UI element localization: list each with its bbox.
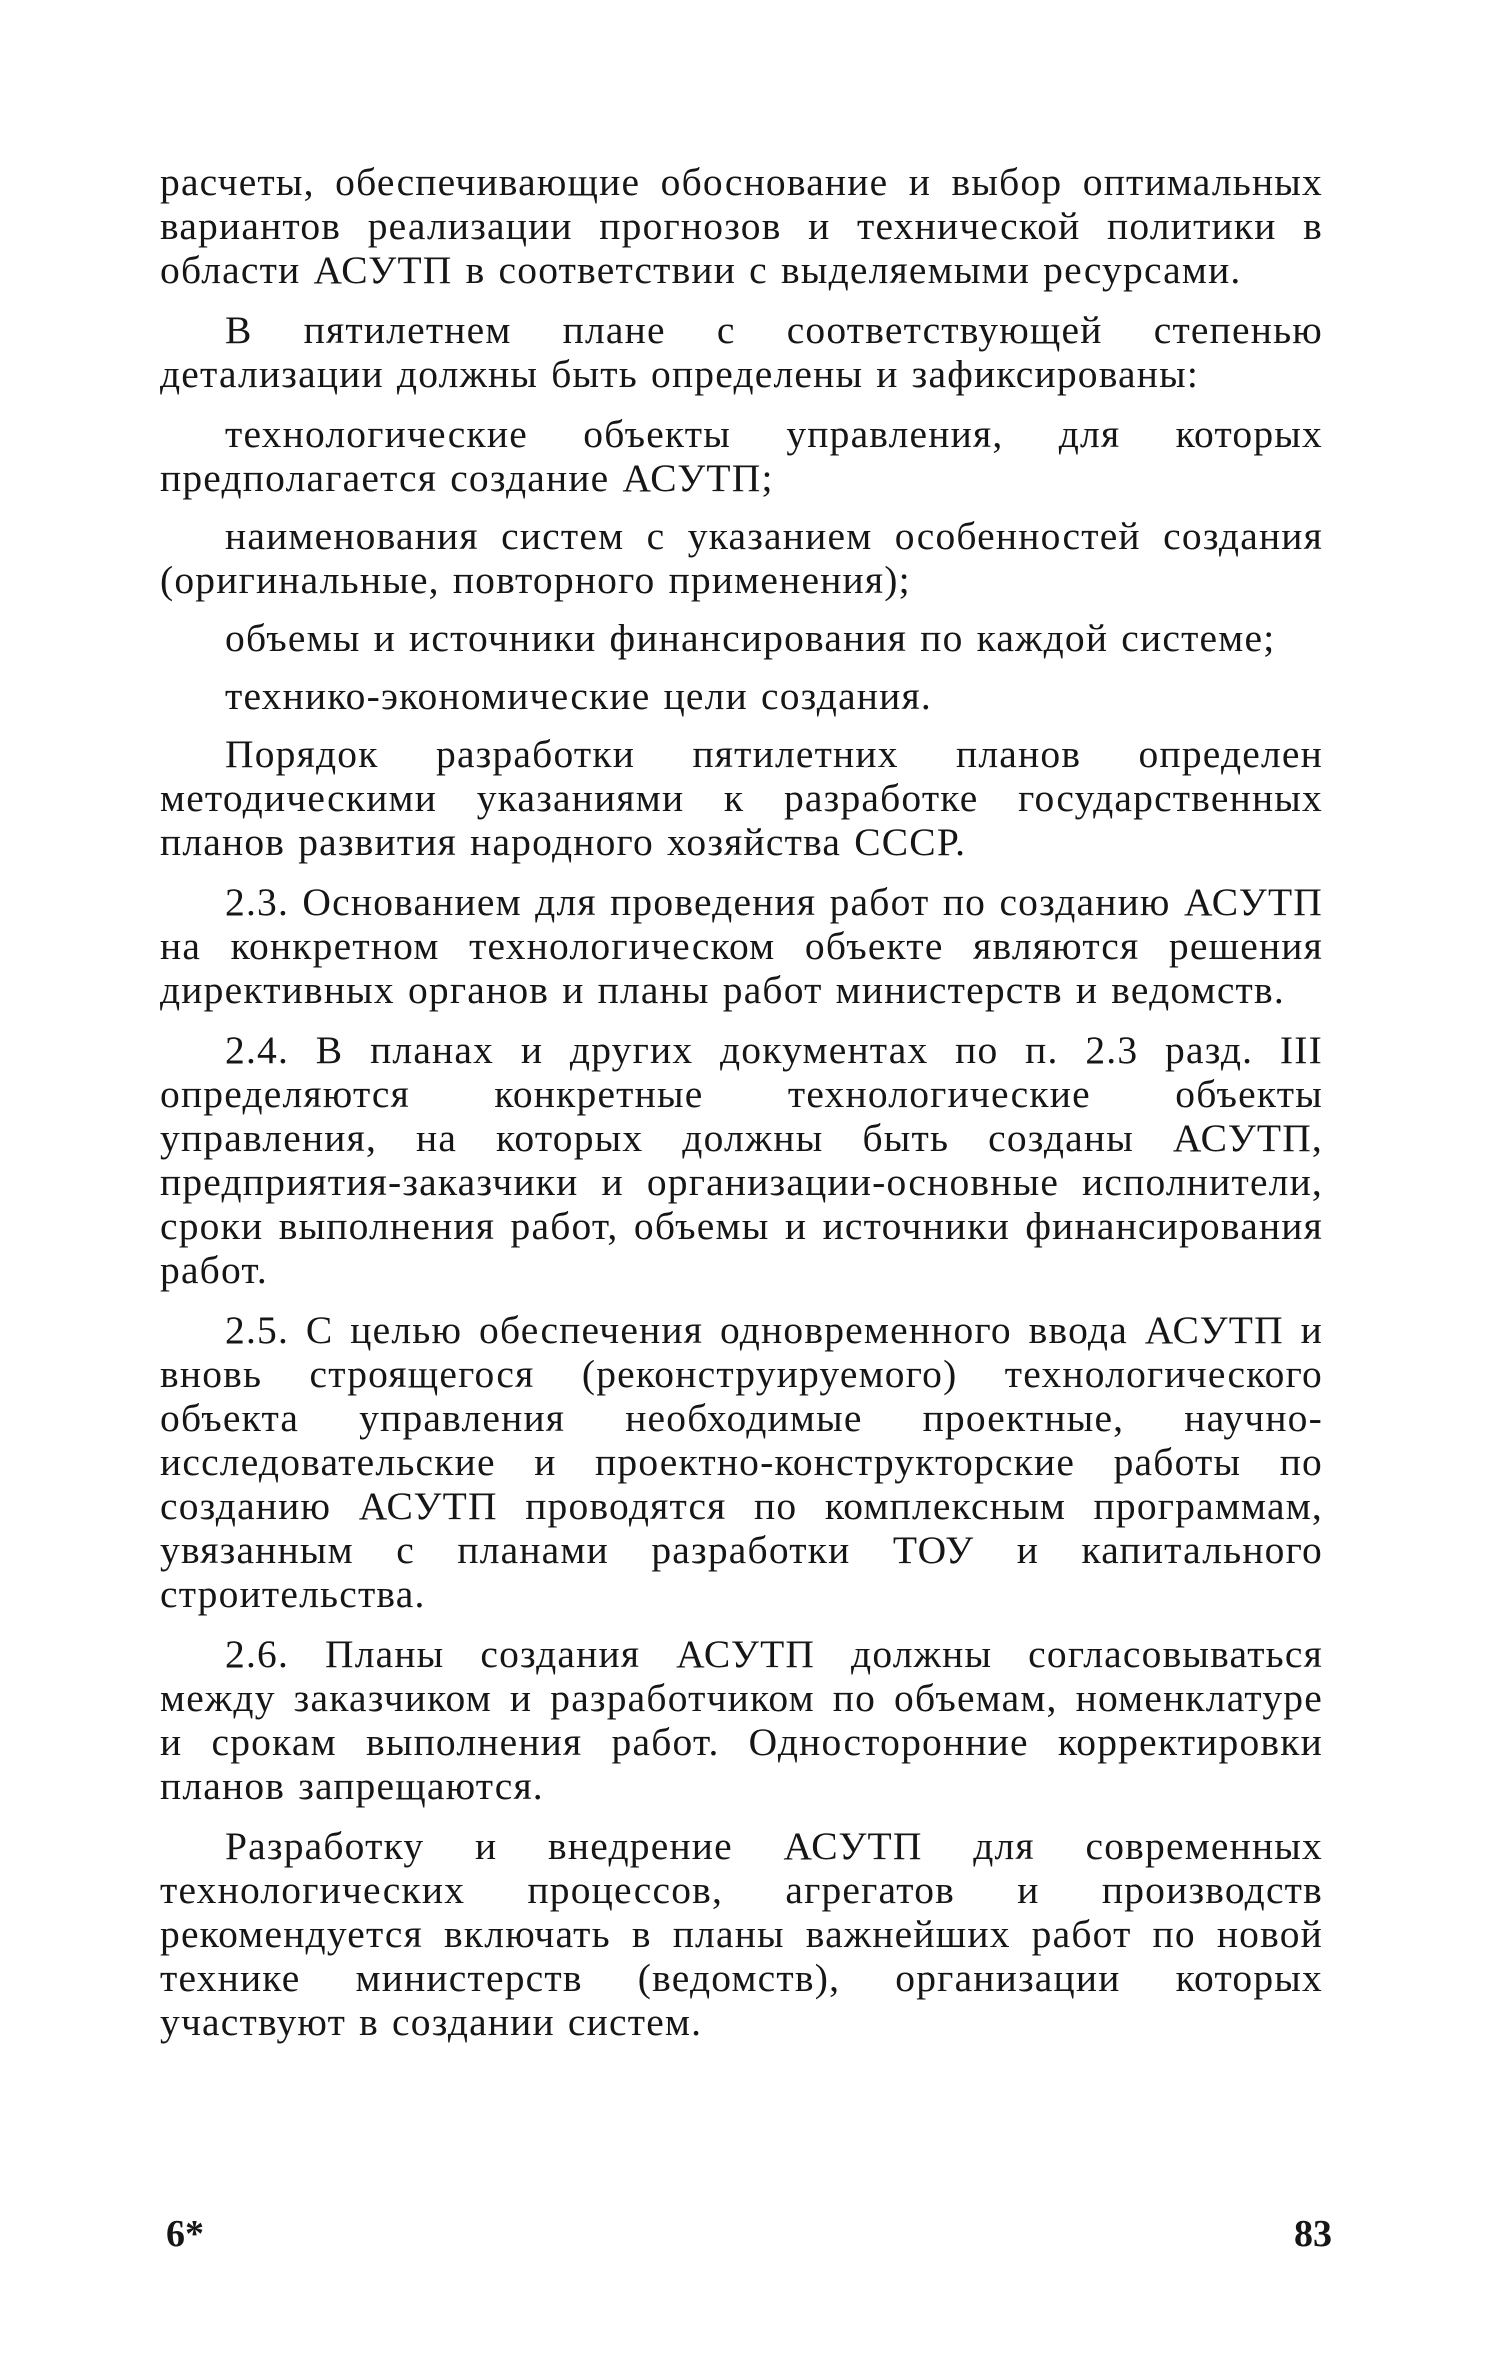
page-footer <box>166 2212 1332 2272</box>
paragraph-recommendation: Разработку и внедрение АСУТП для современных технологических процессов, агрегатов и производств рекомендуется включать в планы важнейших работ по новой технике министерств (ведомств), организации которых участвуют в создании систем. <box>160 1824 1323 2044</box>
section-2-4: 2.4. В планах и других документах по п. 2.3 разд. III определяются конкретные технологические объекты управления, на которых должны быть созданы АСУТП, предприятия-заказчики и организации-основные исполнители, сроки выполнения работ, объемы и источники финансирования работ. <box>160 1028 1323 1292</box>
section-2-6: 2.6. Планы создания АСУТП должны согласовываться между заказчиком и разработчиком по объемам, номенклатуре и срокам выполнения работ. Односторонние корректировки планов запрещаются. <box>160 1632 1323 1808</box>
list-item-goals: технико-экономические цели создания. <box>225 674 932 718</box>
paragraph-five-year-plan: В пятилетнем плане с соответствующей степенью детализации должны быть определены и зафиксированы: <box>160 308 1323 396</box>
signature-mark: 6* <box>166 2213 204 2255</box>
section-2-3: 2.3. Основанием для проведения работ по созданию АСУТП на конкретном технологическом объекте являются решения директивных органов и планы работ министерств и ведомств. <box>160 880 1323 1012</box>
list-item-system-names: наименования систем с указанием особенностей создания (оригинальные, повторного применения); <box>160 514 1323 602</box>
page-number: 83 <box>1294 2213 1332 2255</box>
section-2-5: 2.5. С целью обеспечения одновременного ввода АСУТП и вновь строящегося (реконструируемого) технологического объекта управления необходимые проектные, научно-исследовательские и проектно-конструкторские работы по созданию АСУТП проводятся по комплексным программам, увязанным с планами разработки ТОУ и капитального строительства. <box>160 1308 1323 1616</box>
list-item-control-objects: технологические объекты управления, для которых предполагается создание АСУТП; <box>160 412 1323 500</box>
paragraph-continuation: расчеты, обеспечивающие обоснование и выбор оптимальных вариантов реализации прогнозов и технической политики в области АСУТП в соответствии с выделяемыми ресурсами. <box>160 160 1323 292</box>
page-body <box>160 160 1323 2060</box>
list-item-financing: объемы и источники финансирования по каждой системе; <box>225 616 1276 660</box>
paragraph-procedure: Порядок разработки пятилетних планов определен методическими указаниями к разработке государственных планов развития народного хозяйства СССР. <box>160 732 1323 864</box>
